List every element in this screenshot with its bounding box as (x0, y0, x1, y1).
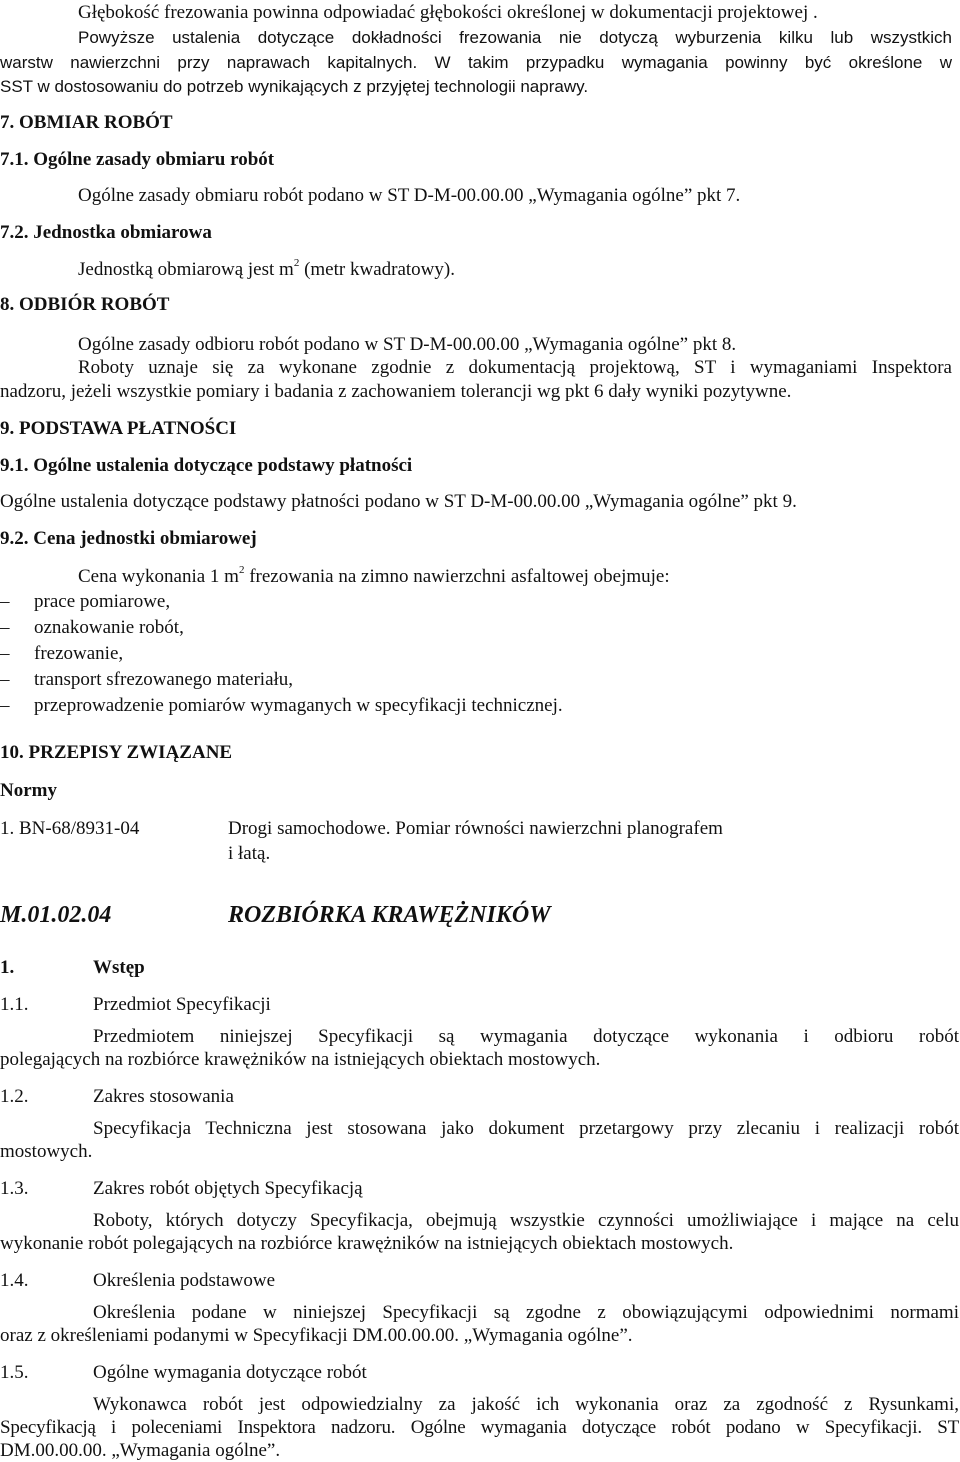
subsection-title: Ogólne wymagania dotyczące robót (93, 1362, 367, 1383)
intro-line-1: Głębokość frezowania powinna odpowiadać głębokości określonej w dokumentacji projektowej . (78, 2, 818, 23)
subsection-text-line: Wykonawca robót jest odpowiedzialny za jakość ich wykonania oraz za zgodność z Rysunkami, (93, 1394, 959, 1415)
subsection-text-line: Określenia podane w niniejszej Specyfikacji są zgodne z obowiązującymi odpowiednimi normami (93, 1302, 959, 1323)
spec-code: M.01.02.04 (0, 902, 112, 928)
norm-1-text: Drogi samochodowe. Pomiar równości nawierzchni planografem (228, 818, 723, 839)
section-9-heading: 9. PODSTAWA PŁATNOŚCI (0, 418, 237, 439)
subsection-number: 1.1. (0, 994, 29, 1015)
intro-line-3: warstw nawierzchni przy naprawach kapitalnych. W takim przypadku wymagania powinny być określone w (0, 53, 952, 72)
section-9-2-heading: 9.2. Cena jednostki obmiarowej (0, 528, 257, 549)
section-9-1-heading: 9.1. Ogólne ustalenia dotyczące podstawy płatności (0, 455, 413, 476)
superscript: 2 (238, 564, 245, 576)
section-9-1-text: Ogólne ustalenia dotyczące podstawy płatności podano w ST D-M-00.00.00 „Wymagania ogólne” pkt 9. (0, 491, 797, 512)
subsection-text-line: Specyfikacja Techniczna jest stosowana jako dokument przetargowy przy zlecaniu i realizacji robót (93, 1118, 959, 1139)
subsection-number: 1.5. (0, 1362, 29, 1383)
section-7-2-text: Jednostką obmiarową jest $m^2$ (metr kwadratowy). (78, 257, 455, 280)
section-10-heading: 10. PRZEPISY ZWIĄZANE (0, 742, 233, 763)
subsection-text-line: Roboty, których dotyczy Specyfikacja, obejmują wszystkie czynności umożliwiające i mające na celu (93, 1210, 959, 1231)
section-8-line-1: Ogólne zasady odbioru robót podano w ST D-M-00.00.00 „Wymagania ogólne” pkt 8. (78, 334, 737, 355)
subsection-title: Zakres robót objętych Specyfikacją (93, 1178, 363, 1199)
subsection-title: Określenia podstawowe (93, 1270, 276, 1291)
section-7-1-text: Ogólne zasady obmiaru robót podano w ST D-M-00.00.00 „Wymagania ogólne” pkt 7. (78, 185, 741, 206)
section-7-1-heading: 7.1. Ogólne zasady obmiaru robót (0, 149, 275, 170)
document-page: Głębokość frezowania powinna odpowiadać głębokości określonej w dokumentacji projektowej . Powyższe ustalenia dotyczące dokładności frezowania nie dotyczą wyburzenia kilku lub wszystkich warstw nawierzchni przy naprawach kapitalnych. W takim przypadku wymagania powinny być określone w SST w dostosowaniu do potrzeb wynikających z przyjętej technologii naprawy. 7. OBMIAR ROBÓT 7.1. Ogólne zasady obmiaru robót Ogólne zasady obmiaru robót podano w ST D-M-00.00.00 „Wymagania ogólne” pkt 7. 7.2. Jednostka obmiarowa Jednostką obmiarową jest $m^2$ (metr kwadratowy). 8. ODBIÓR ROBÓT Ogólne zasady odbioru robót podano w ST D-M-00.00.00 „Wymagania ogólne” pkt 8. Roboty uznaje się za wykonane zgodnie z dokumentacją projektową, ST i wymaganiami Inspektora nadzoru, jeżeli wszystkie pomiary i badania z zachowaniem tolerancji wg pkt 6 dały wyniki pozytywne. 9. PODSTAWA PŁATNOŚCI 9.1. Ogólne ustalenia dotyczące podstawy płatności Ogólne ustalenia dotyczące podstawy płatności podano w ST D-M-00.00.00 „Wymagania ogólne” pkt 9. 9.2. Cena jednostki obmiarowej Cena wykonania 1 $m^2$ frezowania na zimno nawierzchni asfaltowej obejmuje: – prace pomiarowe, – oznakowanie robót, – frezowanie, – transport sfrezowanego materiału, – przeprowadzenie pomiarów wymaganych w specyfikacji technicznej. 10. PRZEPISY ZWIĄZANE Normy 1. BN-68/8931-04 Drogi samochodowe. Pomiar równości nawierzchni planografem i łatą. M.01.02.04 ROZBIÓRKA KRAWĘŻNIKÓW 1. Wstęp 1.1. Przedmiot Specyfikacji Przedmiotem niniejszej Specyfikacji są wymagania dotyczące wykonania i odbioru robót polegających na rozbiórce krawężników na istniejących obiektach mostowych. 1.2. Zakres stosowania Specyfikacja Techniczna jest stosowana jako dokument przetargowy przy zlecaniu i realizacji robót mostowych. 1.3. Zakres robót objętych Specyfikacją Roboty, których dotyczy Specyfikacja, obejmują wszystkie czynności umożliwiające i mające na celu wykonanie robót polegających na rozbiórce krawężników na istniejących obiektach mostowych. 1.4. Określenia podstawowe Określenia podane w niniejszej Specyfikacji są zgodne z obowiązującymi odpowiednimi normami oraz z określeniami podanymi w Specyfikacji DM.00.00.00. „Wymagania ogólne”. 1.5. Ogólne wymagania dotyczące robót Wykonawca robót jest odpowiedzialny za jakość ich wykonania oraz za zgodność z Rysunkami, Specyfikacją i poleceniami Inspektora nadzoru. Ogólne wymagania dotyczące robót podano w Specyfikacji. ST DM.00.00.00. „Wymagania ogólne”. (0, 2, 959, 1461)
dash-bullet: – (0, 669, 10, 690)
normy-heading: Normy (0, 780, 57, 801)
subsection-number: 1.4. (0, 1270, 29, 1291)
norm-1-code: 1. BN-68/8931-04 (0, 818, 140, 839)
dash-bullet: – (0, 617, 10, 638)
subsection-text-line: Specyfikacją i poleceniami Inspektora nadzoru. Ogólne wymagania dotyczące robót podano w Specyfikacji. ST (0, 1417, 959, 1438)
section-9-2-text: Cena wykonania 1 $m^2$ frezowania na zimno nawierzchni asfaltowej obejmuje: (78, 564, 670, 587)
dash-bullet: – (0, 591, 10, 612)
subsection-text-line: wykonanie robót polegających na rozbiórce krawężników na istniejących obiektach mostowych. (0, 1233, 734, 1254)
subsection-text-line: polegających na rozbiórce krawężników na istniejących obiektach mostowych. (0, 1049, 601, 1070)
subsection-text-line: DM.00.00.00. „Wymagania ogólne”. (0, 1440, 281, 1461)
section-7-heading: 7. OBMIAR ROBÓT (0, 112, 173, 133)
subsection-number: 1.3. (0, 1178, 29, 1199)
section-8-heading: 8. ODBIÓR ROBÓT (0, 294, 170, 315)
section-7-2-heading: 7.2. Jednostka obmiarowa (0, 222, 212, 243)
intro-line-4: SST w dostosowaniu do potrzeb wynikających z przyjętej technologii naprawy. (0, 77, 589, 96)
subsection-text-line: oraz z określeniami podanymi w Specyfikacji DM.00.00.00. „Wymagania ogólne”. (0, 1325, 633, 1346)
spec-section-1-number: 1. (0, 957, 15, 978)
subsection-title: Przedmiot Specyfikacji (93, 994, 271, 1015)
dash-bullet: – (0, 643, 10, 664)
subsection-text-line: Przedmiotem niniejszej Specyfikacji są wymagania dotyczące wykonania i odbioru robót (93, 1026, 959, 1047)
superscript: 2 (293, 257, 300, 269)
subsection-title: Zakres stosowania (93, 1086, 234, 1107)
dash-bullet: – (0, 695, 10, 716)
spec-title: ROZBIÓRKA KRAWĘŻNIKÓW (228, 902, 551, 928)
section-8-line-2: Roboty uznaje się za wykonane zgodnie z dokumentacją projektową, ST i wymaganiami Inspektora (78, 357, 952, 378)
spec-section-1-title: Wstęp (93, 957, 145, 978)
norm-1-text-cont: i łatą. (228, 843, 271, 864)
subsection-number: 1.2. (0, 1086, 29, 1107)
subsection-text-line: mostowych. (0, 1141, 93, 1162)
intro-line-2: Powyższe ustalenia dotyczące dokładności frezowania nie dotyczą wyburzenia kilku lub wszystkich (78, 28, 952, 47)
section-8-line-3: nadzoru, jeżeli wszystkie pomiary i badania z zachowaniem tolerancji wg pkt 6 dały wyniki pozytywne. (0, 381, 792, 402)
